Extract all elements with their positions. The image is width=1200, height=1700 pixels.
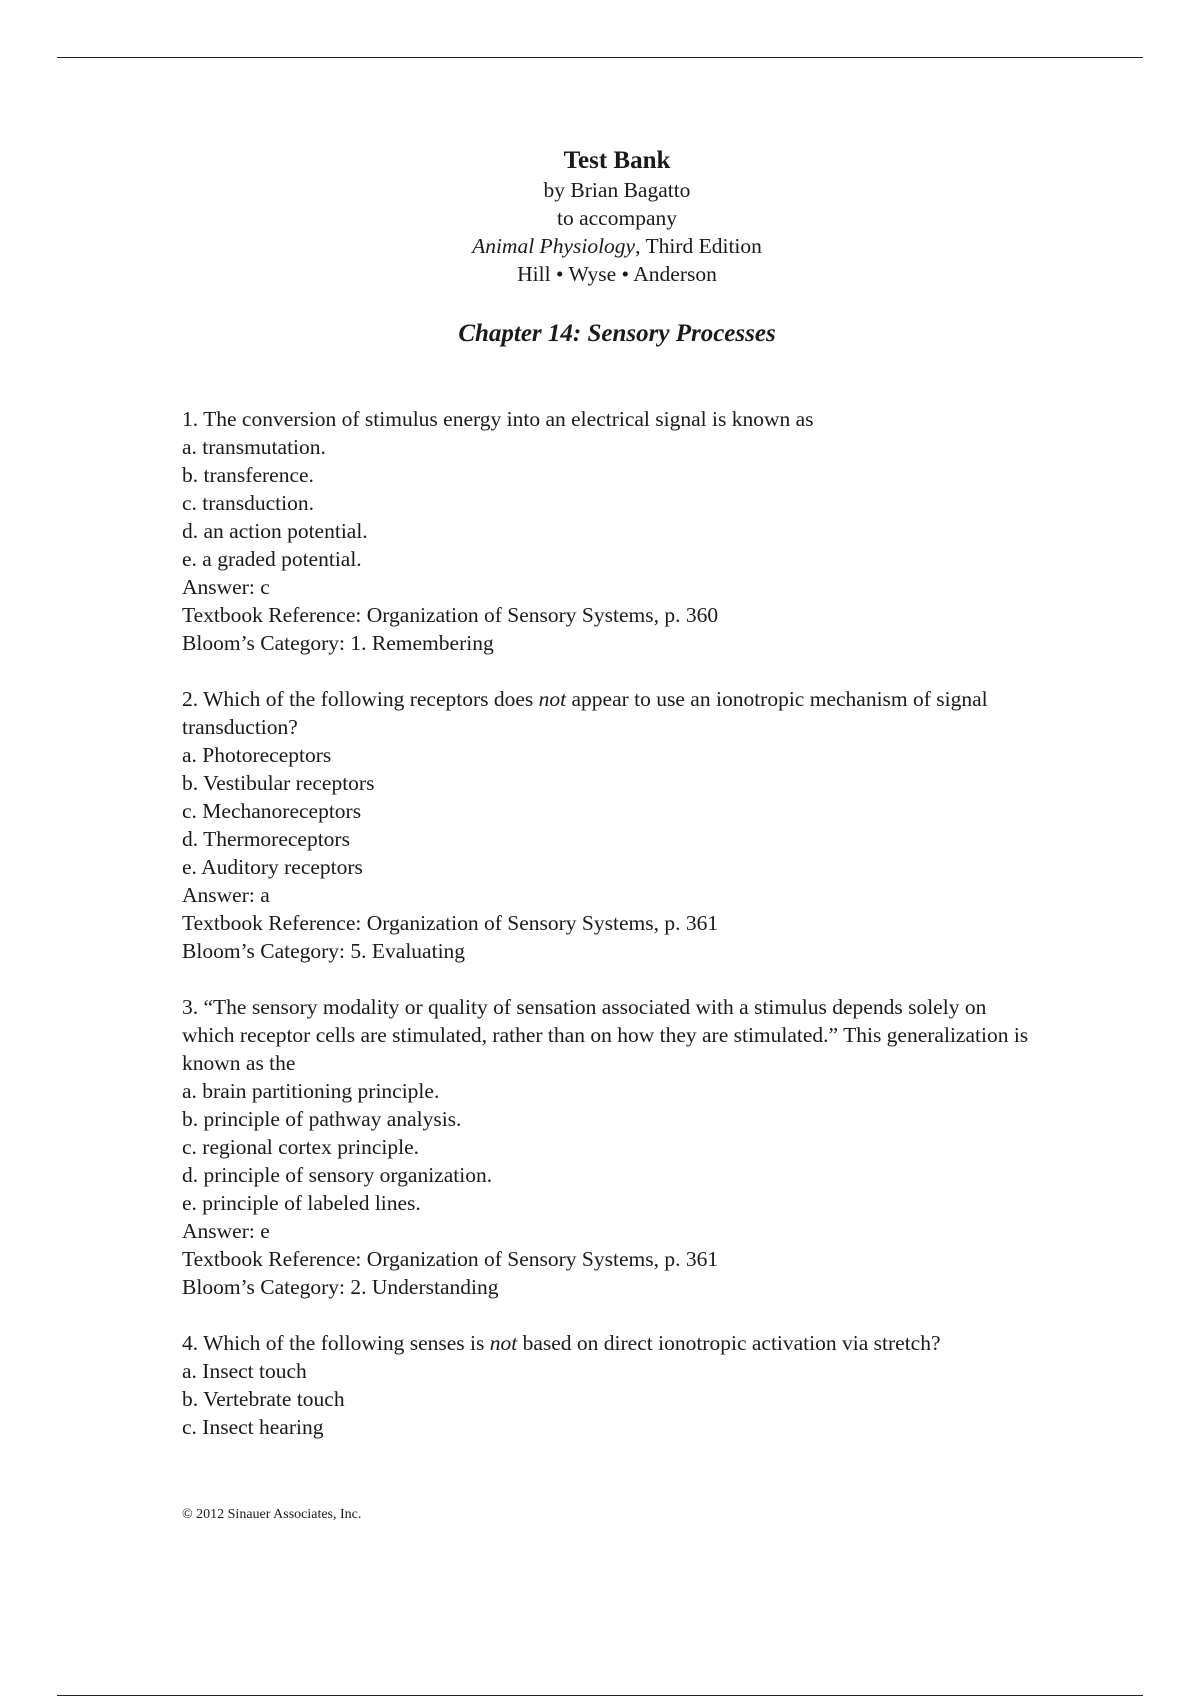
option-e: e. a graded potential. xyxy=(182,547,362,571)
book-title: Animal Physiology xyxy=(472,234,636,258)
option-a: a. brain partitioning principle. xyxy=(182,1079,440,1103)
question-3 xyxy=(182,993,1042,1301)
option-b: b. Vestibular receptors xyxy=(182,771,375,795)
document-header xyxy=(0,146,1200,349)
option-e: e. principle of labeled lines. xyxy=(182,1191,421,1215)
question-stem: 1. The conversion of stimulus energy into an electrical signal is known as xyxy=(182,407,814,431)
question-stem xyxy=(182,1329,1042,1357)
stem-emphasis: not xyxy=(489,1331,518,1355)
option-c: c. Insect hearing xyxy=(182,1415,324,1439)
bloom-category: Bloom’s Category: 5. Evaluating xyxy=(182,939,466,963)
stem-emphasis: not xyxy=(538,687,567,711)
author-line: by Brian Bagatto xyxy=(543,178,691,202)
accompany-line: to accompany xyxy=(557,206,677,230)
textbook-reference: Textbook Reference: Organization of Sensory Systems, p. 361 xyxy=(182,1247,719,1271)
authors-line: Hill • Wyse • Anderson xyxy=(517,262,717,286)
answer: Answer: a xyxy=(182,883,270,907)
answer: Answer: e xyxy=(182,1219,270,1243)
stem-text: based on direct ionotropic activation via stretch? xyxy=(517,1331,941,1355)
textbook-reference: Textbook Reference: Organization of Sensory Systems, p. 360 xyxy=(182,603,719,627)
option-a: a. Photoreceptors xyxy=(182,743,332,767)
option-b: b. transference. xyxy=(182,463,314,487)
question-4 xyxy=(182,1329,1042,1441)
bloom-category: Bloom’s Category: 2. Understanding xyxy=(182,1275,499,1299)
question-stem xyxy=(182,685,1042,741)
textbook-reference: Textbook Reference: Organization of Sensory Systems, p. 361 xyxy=(182,911,719,935)
option-e: e. Auditory receptors xyxy=(182,855,363,879)
option-c: c. transduction. xyxy=(182,491,314,515)
bloom-category: Bloom’s Category: 1. Remembering xyxy=(182,631,494,655)
option-d: d. principle of sensory organization. xyxy=(182,1163,493,1187)
question-stem: 3. “The sensory modality or quality of sensation associated with a stimulus depends solely on which receptor cells are stimulated, rather than on how they are stimulated.” This generalization is known as the xyxy=(182,995,1029,1075)
stem-text: 4. Which of the following senses is xyxy=(182,1331,490,1355)
option-a: a. transmutation. xyxy=(182,435,326,459)
option-c: c. Mechanoreceptors xyxy=(182,799,362,823)
question-list xyxy=(182,405,1042,1469)
option-b: b. Vertebrate touch xyxy=(182,1387,345,1411)
book-line xyxy=(0,232,1200,260)
copyright-footer: © 2012 Sinauer Associates, Inc. xyxy=(182,1507,362,1522)
bottom-rule xyxy=(57,1695,1143,1696)
stem-text: 2. Which of the following receptors does xyxy=(182,687,539,711)
option-c: c. regional cortex principle. xyxy=(182,1135,419,1159)
answer: Answer: c xyxy=(182,575,270,599)
option-d: d. an action potential. xyxy=(182,519,368,543)
question-2 xyxy=(182,685,1042,965)
option-b: b. principle of pathway analysis. xyxy=(182,1107,462,1131)
stem-text: appear to use an ionotropic mechanism of signal transduction? xyxy=(182,687,988,739)
question-1 xyxy=(182,405,1042,657)
option-a: a. Insect touch xyxy=(182,1359,307,1383)
document-title: Test Bank xyxy=(563,147,671,174)
top-rule xyxy=(57,57,1143,58)
chapter-heading: Chapter 14: Sensory Processes xyxy=(458,320,776,347)
option-d: d. Thermoreceptors xyxy=(182,827,350,851)
book-edition: , Third Edition xyxy=(635,234,762,258)
